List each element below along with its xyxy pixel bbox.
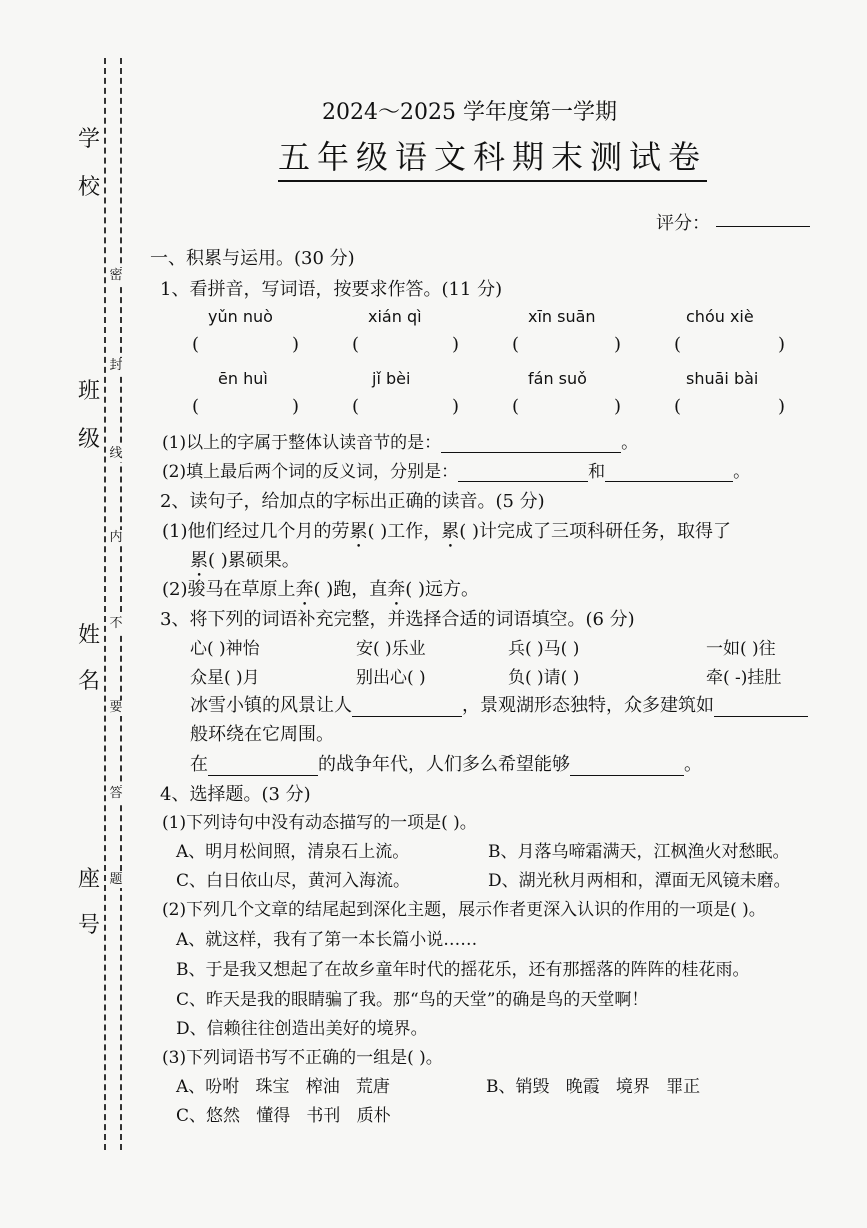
idiom-4: 一如( )往 xyxy=(706,639,776,659)
blank-open: ( xyxy=(512,396,520,417)
answer-blank[interactable] xyxy=(458,463,588,482)
idiom-2: 安( )乐业 xyxy=(356,639,426,659)
pinyin-8: shuāi bài xyxy=(686,369,759,388)
q4-p2-option-c: C、昨天是我的眼睛骗了我。那“鸟的天堂”的确是鸟的天堂啊！ xyxy=(176,990,649,1010)
seal-char-3: 线 xyxy=(109,446,123,461)
q2-text: ( )工作， xyxy=(367,521,442,542)
margin-school-2: 校 xyxy=(78,175,101,200)
q3-fill-text: 在 xyxy=(190,754,208,775)
q4-p2-option-a: A、就这样，我有了第一本长篇小说…… xyxy=(176,930,478,950)
idiom-7: 负( )请( ) xyxy=(508,668,580,688)
seal-char-4: 内 xyxy=(109,530,123,545)
margin-name-1: 姓 xyxy=(78,623,101,648)
q4-p3-option-c: C、悠然 懂得 书刊 质朴 xyxy=(176,1106,391,1126)
blank-open: ( xyxy=(674,396,682,417)
q3-fill-1 xyxy=(190,691,808,717)
pinyin-5: ēn huì xyxy=(218,369,268,388)
answer-blank[interactable] xyxy=(208,757,318,776)
q3-title: 3、将下列的词语补充完整，并选择合适的词语填空。(6 分) xyxy=(160,609,635,630)
q3-fill-text: 冰雪小镇的风景让人 xyxy=(190,695,352,716)
blank-open: ( xyxy=(512,334,520,355)
q1-title: 1、看拼音，写词语，按要求作答。(11 分) xyxy=(160,279,503,300)
pinyin-3: xīn suān xyxy=(528,307,596,326)
q1-sub1-text: (1)以上的字属于整体认读音节的是： xyxy=(162,433,442,453)
idiom-6: 别出心( ) xyxy=(356,668,426,688)
seal-char-7: 答 xyxy=(109,786,123,801)
blank-open: ( xyxy=(192,396,200,417)
seal-char-5: 不 xyxy=(109,616,123,631)
idiom-3: 兵( )马( ) xyxy=(508,639,580,659)
q2-title: 2、读句子，给加点的字标出正确的读音。(5 分) xyxy=(160,491,545,512)
section-heading: 一、积累与运用。(30 分) xyxy=(150,248,355,269)
q1-sub2-text: (2)填上最后两个词的反义词，分别是： xyxy=(162,462,459,482)
seal-line-right xyxy=(120,58,122,1150)
blank-open: ( xyxy=(352,334,360,355)
dotted-char: 累 xyxy=(190,550,208,571)
q1-sub2-end: 。 xyxy=(733,462,751,482)
answer-blank[interactable] xyxy=(441,434,621,453)
blank-close: ) xyxy=(292,396,300,417)
pinyin-4: chóu xiè xyxy=(686,307,754,326)
margin-name-2: 名 xyxy=(78,669,101,694)
q1-sub1-end: 。 xyxy=(621,433,639,453)
margin-school-1: 学 xyxy=(78,127,101,152)
blank-close: ) xyxy=(614,396,622,417)
q4-p1-option-c: C、白日依山尽，黄河入海流。 xyxy=(176,871,411,891)
idiom-5: 众星( )月 xyxy=(190,668,260,688)
q4-title: 4、选择题。(3 分) xyxy=(160,784,311,805)
seal-char-1: 密 xyxy=(109,268,123,283)
q2-text: ( )累硕果。 xyxy=(208,550,300,571)
blank-open: ( xyxy=(192,334,200,355)
q4-p1-option-b: B、月落乌啼霜满天，江枫渔火对愁眠。 xyxy=(488,842,790,862)
page-title: 五年级语文科期末测试卷 xyxy=(278,132,707,182)
blank-close: ) xyxy=(452,334,460,355)
q2-text: (2)骏马在草原上 xyxy=(162,579,296,600)
q2-text: ( )跑，直 xyxy=(313,579,388,600)
answer-blank[interactable] xyxy=(570,757,684,776)
blank-close: ) xyxy=(778,396,786,417)
seal-line-left xyxy=(104,58,106,1150)
pinyin-1: yǔn nuò xyxy=(208,307,273,326)
q4-p3-option-b: B、销毁 晚霞 境界 罪正 xyxy=(486,1077,701,1097)
dotted-char: 奔 xyxy=(295,579,314,600)
answer-blank[interactable] xyxy=(714,698,808,717)
margin-seat-2: 号 xyxy=(78,913,101,938)
q3-fill-text: 。 xyxy=(684,754,702,775)
q4-part3: (3)下列词语书写不正确的一组是( )。 xyxy=(162,1048,443,1068)
q3-fill-1-cont: 般环绕在它周围。 xyxy=(190,724,334,745)
dotted-char: 累 xyxy=(349,521,368,542)
margin-class-2: 级 xyxy=(78,427,101,452)
blank-open: ( xyxy=(352,396,360,417)
pinyin-7: fán suǒ xyxy=(528,369,587,388)
seal-char-2: 封 xyxy=(109,358,123,373)
margin-seat-1: 座 xyxy=(78,867,101,892)
blank-close: ) xyxy=(452,396,460,417)
q1-sub2 xyxy=(162,457,750,482)
blank-close: ) xyxy=(292,334,300,355)
q4-p1-option-d: D、湖光秋月两相和，潭面无风镜未磨。 xyxy=(488,871,791,891)
idiom-8: 牵( -)挂肚 xyxy=(706,668,782,688)
q4-p1-option-a: A、明月松间照，清泉石上流。 xyxy=(176,842,410,862)
q2-text: (1)他们经过几个月的劳 xyxy=(162,521,350,542)
blank-close: ) xyxy=(778,334,786,355)
q1-sub2-mid: 和 xyxy=(588,462,606,482)
seal-char-8: 题 xyxy=(109,872,123,887)
q4-part2: (2)下列几个文章的结尾起到深化主题，展示作者更深入认识的作用的一项是( )。 xyxy=(162,900,766,920)
q3-fill-text: ，景观湖形态独特，众多建筑如 xyxy=(462,695,714,716)
dotted-char: 累 xyxy=(441,521,460,542)
score-label: 评分： xyxy=(656,213,710,234)
q2-text: ( )远方。 xyxy=(405,579,480,600)
q4-p3-option-a: A、吩咐 珠宝 榨油 荒唐 xyxy=(176,1077,390,1097)
blank-open: ( xyxy=(674,334,682,355)
idiom-1: 心( )神怡 xyxy=(190,639,260,659)
pinyin-6: jǐ bèi xyxy=(372,369,411,388)
q4-p2-option-b: B、于是我又想起了在故乡童年时代的摇花乐，还有那摇落的阵阵的桂花雨。 xyxy=(176,960,750,980)
score-blank[interactable] xyxy=(716,226,810,227)
q4-p2-option-d: D、信赖往往创造出美好的境界。 xyxy=(176,1019,428,1039)
q1-sub1 xyxy=(162,428,638,453)
q2-text: ( )计完成了三项科研任务，取得了 xyxy=(459,521,732,542)
blank-close: ) xyxy=(614,334,622,355)
q4-part1: (1)下列诗句中没有动态描写的一项是( )。 xyxy=(162,813,477,833)
margin-class-1: 班 xyxy=(78,379,101,404)
pinyin-2: xián qì xyxy=(368,307,422,326)
q3-fill-text: 的战争年代，人们多么希望能够 xyxy=(318,754,570,775)
dotted-char: 奔 xyxy=(387,579,406,600)
seal-char-6: 要 xyxy=(109,700,123,715)
answer-blank[interactable] xyxy=(352,698,462,717)
answer-blank[interactable] xyxy=(605,463,733,482)
school-year: 2024～2025 学年度第一学期 xyxy=(322,100,617,125)
q3-fill-2 xyxy=(190,750,702,776)
